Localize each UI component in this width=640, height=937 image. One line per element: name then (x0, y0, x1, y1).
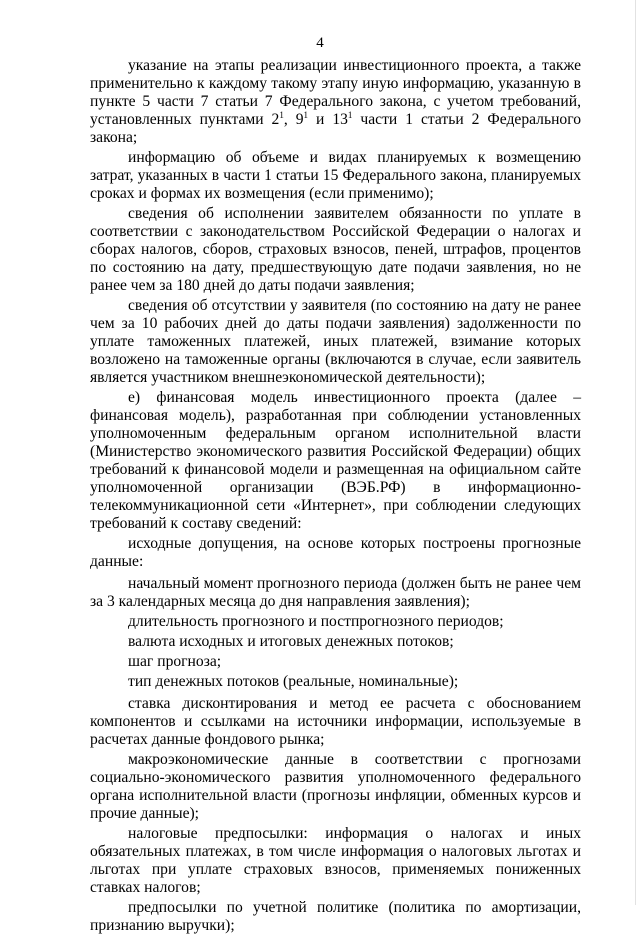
paragraph-tax-assumptions: налоговые предпосылки: информация о налогах и иных обязательных платежах, в том числе информация о налоговых льготах и льготах при уплате страховых взносов, применяемых пониженных ставках налогов; (90, 825, 581, 896)
paragraph-discount-rate: ставка дисконтирования и метод ее расчета с обоснованием компонентов и ссылками на источники информации, используемые в расчетах данные фондового рынка; (90, 695, 581, 748)
paragraph-accounting-policy: предпосылки по учетной политике (политика по амортизации, признанию выручки); (90, 899, 581, 934)
paragraph-financial-model: е) финансовая модель инвестиционного проекта (далее – финансовая модель), разработанная при соблюдении установленных уполномоченным федеральным органом исполнительной власти (Министерство экономического развития Российской Федерации) общих требований к финансовой модели и размещенная на официальном сайте уполномоченной организации (ВЭБ.РФ) в информационно- телекоммуникационной сети «Интернет», при соблюдении следующих требований к составу сведений: (90, 389, 581, 532)
document-body (90, 57, 581, 937)
page-number: 4 (316, 35, 324, 51)
paragraph-forecast-start: начальный момент прогнозного периода (должен быть не ранее чем за 3 календарных месяца до дня направления заявления); (90, 575, 581, 610)
scan-edge-line (635, 0, 636, 905)
paragraph-forecast-step: шаг прогноза; (128, 653, 222, 670)
paragraph-tax-obligations: сведения об исполнении заявителем обязанности по уплате в соответствии с законодательством Российской Федерации о налогах и сборах налогов, сборов, страховых взносов, пеней, штрафов, процентов по состоянию на дату, предшествующую дате подачи заявления, но не ранее чем за 180 дней до даты подачи заявления; (90, 205, 581, 294)
paragraph-cash-flow-type: тип денежных потоков (реальные, номинальные); (128, 673, 459, 690)
paragraph-initial-assumptions: исходные допущения, на основе которых построены прогнозные данные: (90, 535, 581, 570)
paragraph-forecast-duration: длительность прогнозного и постпрогнозного периодов; (128, 613, 504, 630)
paragraph-implementation-stages: указание на этапы реализации инвестиционного проекта, а также применительно к каждому такому этапу иную информацию, указанную в пункте 5 части 7 статьи 7 Федерального закона, с учетом требований, установленных пунктами $2^1$, $9^1$ и $13^1$ части 1 статьи 2 Федерального закона; (90, 57, 582, 146)
paragraph-customs-debt: сведения об отсутствии у заявителя (по состоянию на дату не ранее чем за 10 рабочих дней до даты подачи заявления) задолженности по уплате таможенных платежей, иных платежей, взимание которых возложено на таможенные органы (включаются в случае, если заявитель является участником внешнеэкономической деятельности); (90, 297, 581, 386)
paragraph-macroeconomic: макроэкономические данные в соответствии с прогнозами социально-экономического развития уполномоченного федерального органа исполнительной власти (прогнозы инфляции, обменных курсов и прочие данные); (90, 751, 581, 822)
paragraph-costs: информацию об объеме и видах планируемых к возмещению затрат, указанных в части 1 статьи 15 Федерального закона, планируемых сроках и формах их возмещения (если применимо); (90, 149, 581, 202)
paragraph-currency: валюта исходных и итоговых денежных потоков; (128, 633, 454, 650)
